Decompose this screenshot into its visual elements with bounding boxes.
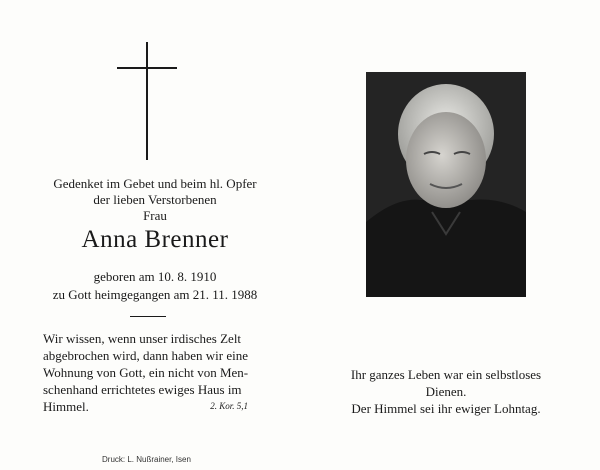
- printer-credit: Druck: L. Nußrainer, Isen: [102, 455, 191, 464]
- intro-line: der lieben Verstorbenen: [93, 192, 217, 207]
- bible-verse: [43, 330, 248, 415]
- verse-reference: 2. Kor. 5,1: [210, 401, 248, 411]
- life-dates: [20, 268, 290, 304]
- cross-icon: [117, 42, 177, 160]
- memorial-quote: [336, 366, 556, 417]
- verse-line: Wohnung von Gott, ein nicht von Men-: [43, 365, 249, 380]
- death-date: zu Gott heimgegangen am 21. 11. 1988: [52, 287, 258, 302]
- verse-line: abgebrochen wird, dann haben wir eine: [43, 348, 249, 363]
- quote-line: Ihr ganzes Leben war ein selbstloses: [350, 367, 542, 382]
- divider: [130, 316, 166, 317]
- birth-date: geboren am 10. 8. 1910: [93, 269, 217, 284]
- verse-line: Wir wissen, wenn unser irdisches Zelt: [43, 331, 242, 346]
- verse-line: Himmel. 2. Kor. 5,1: [43, 399, 248, 414]
- verse-line: schenhand errichtetes ewiges Haus im: [43, 382, 242, 397]
- quote-line: Dienen.: [425, 384, 467, 399]
- portrait-photo: [366, 72, 526, 297]
- intro-line: Frau: [143, 208, 167, 223]
- memorial-intro: [20, 176, 290, 224]
- deceased-name: Anna Brenner: [81, 226, 229, 253]
- intro-line: Gedenket im Gebet und beim hl. Opfer: [53, 176, 257, 191]
- quote-line: Der Himmel sei ihr ewiger Lohntag.: [351, 401, 541, 416]
